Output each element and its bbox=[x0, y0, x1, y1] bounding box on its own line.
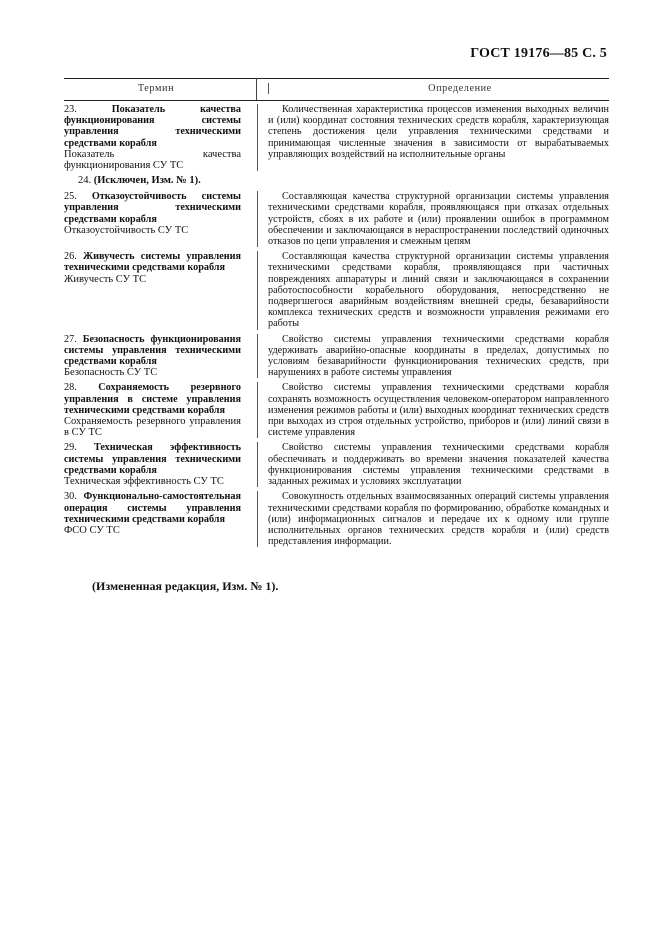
term-short: Отказоустойчивость СУ ТС bbox=[64, 224, 189, 236]
term-cell bbox=[64, 334, 247, 379]
definition-cell: Свойство системы управления техническими средствами корабля удерживать аварийно-опасные координаты в пределах, допустимых по условиям безаварийности функционирования технических средств, при нарушениях в работе системы управления bbox=[257, 334, 609, 379]
excluded-text: (Исключен, Изм. № 1). bbox=[93, 175, 201, 187]
term-title: Функционально-самостоятельная операция системы управления техническими средствами корабля bbox=[64, 491, 241, 525]
term-number: 23. bbox=[64, 104, 77, 115]
term-short: Техническая эффективность СУ ТС bbox=[64, 476, 224, 488]
term-cell bbox=[64, 442, 247, 487]
term-number: 25. bbox=[64, 191, 77, 203]
table-row bbox=[64, 491, 609, 547]
excluded-item bbox=[78, 175, 609, 186]
term-number: 27. bbox=[64, 333, 77, 345]
term-title: Безопасность функционирования системы управления техническими средствами корабля bbox=[64, 333, 241, 368]
definition-cell: Количественная характеристика процессов изменения выходных величин и (или) координат состояния технических средств корабля, характеризующая степень достижения цели управления техническими средствами и принимающая численные значения в зависимости от вырабатываемых управляющих воздействий на исполнительные органы bbox=[257, 104, 609, 171]
table-row bbox=[64, 334, 609, 379]
term-cell bbox=[64, 191, 247, 247]
table-top-rule bbox=[64, 78, 609, 79]
excluded-number: 24. bbox=[78, 175, 92, 187]
term-cell bbox=[64, 104, 247, 171]
column-header-definition: Определение bbox=[268, 83, 627, 94]
term-title: Отказоустойчивость системы управления техническими средствами корабля bbox=[64, 191, 242, 225]
definition-cell: Составляющая качества структурной организации системы управления техническими средствами корабля, проявляющаяся при отказах отдельных устройств, сбоях в их работе и (или) проявлении ошибок в программном обеспечении и заключающаяся в нераспространении последствий одиночных отказов по цепи управления и смежным цепям bbox=[257, 191, 609, 247]
amendment-note: (Измененная редакция, Изм. № 1). bbox=[92, 579, 279, 593]
definition-cell: Составляющая качества структурной организации системы управления техническими средствами корабля, проявляющаяся при частичных повреждениях аппаратуры и линий связи и заключающаяся в сохранении работоспособности корабельного оборудования, непосредственно не подвергшегося аварийным воздействиям внешней среды, безаварийности комплекса технических средств и возможности управления режимами его работы bbox=[257, 251, 609, 329]
table-row bbox=[64, 442, 609, 487]
term-short: ФСО СУ ТС bbox=[64, 524, 120, 536]
term-title: Показатель качества функционирования системы управления техническими средствами корабля bbox=[64, 104, 241, 149]
term-cell bbox=[64, 251, 247, 329]
table-row bbox=[64, 191, 609, 247]
term-title: Сохраняемость резервного управления в системе управления техническими средствами корабля bbox=[64, 382, 241, 416]
term-short: Сохраняемость резервного управления в СУ ТС bbox=[64, 416, 241, 439]
table-row bbox=[64, 251, 609, 329]
header-rule bbox=[64, 100, 609, 101]
table-row bbox=[64, 104, 609, 171]
header-divider bbox=[256, 78, 257, 100]
definition-cell: Свойство системы управления техническими средствами корабля обеспечивать и поддерживать во времени значения показателей качества функционирования системы управления техническими средствами в заданных режимах и условиях эксплуатации bbox=[257, 442, 609, 487]
term-title: Техническая эффективность системы управления техническими средствами корабля bbox=[64, 442, 242, 476]
term-title: Живучесть системы управления техническими средствами корабля bbox=[64, 251, 242, 274]
term-cell bbox=[64, 491, 247, 547]
term-short: Живучесть СУ ТС bbox=[64, 273, 147, 285]
term-number: 29. bbox=[64, 442, 77, 454]
page-code: ГОСТ 19176—85 С. 5 bbox=[470, 46, 607, 61]
term-number: 26. bbox=[64, 251, 77, 263]
terms-table bbox=[64, 104, 609, 551]
term-short: Показатель качества функционирования СУ ТС bbox=[64, 148, 241, 172]
term-number: 28. bbox=[64, 382, 77, 394]
term-number: 30. bbox=[64, 491, 77, 503]
column-header-term: Термин bbox=[137, 83, 175, 94]
table-row bbox=[64, 382, 609, 438]
term-cell bbox=[64, 382, 247, 438]
definition-cell: Совокупность отдельных взаимосвязанных операций системы управления техническими средствами корабля по формированию, обработке командных и (или) информационных сигналов и передаче их к одному или группе исполнительных органов технических средств корабля и (или) средств представления информации. bbox=[257, 491, 609, 547]
term-short: Безопасность СУ ТС bbox=[64, 367, 158, 379]
definition-cell: Свойство системы управления техническими средствами корабля сохранять возможность осуществления человеком-оператором направленного изменения режимов работы и (или) выходных координат технических средств при выходах из строя отдельных устройство, приборов и (или) линий связи в системе управления bbox=[257, 382, 609, 438]
